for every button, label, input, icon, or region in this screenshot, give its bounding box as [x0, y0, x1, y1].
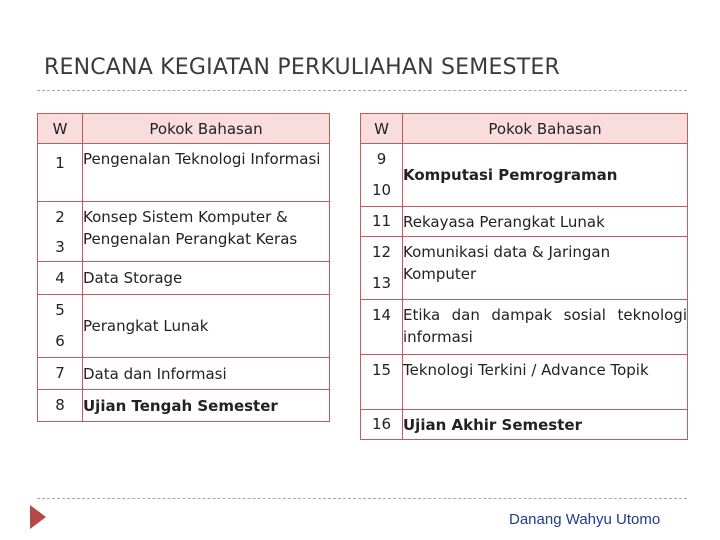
- topic-cell: Perangkat Lunak: [83, 295, 330, 358]
- table-row: [361, 144, 688, 207]
- week-number: 12: [371, 243, 392, 261]
- left-schedule-table: [37, 113, 330, 422]
- week-number: 9: [376, 150, 387, 168]
- header-week: W: [361, 114, 403, 144]
- table-row: [38, 358, 330, 390]
- week-number: 10: [371, 181, 392, 199]
- table-row: [361, 207, 688, 237]
- table-row: [38, 262, 330, 295]
- week-cell: [361, 144, 403, 207]
- topic-cell: Rekayasa Perangkat Lunak: [403, 207, 688, 237]
- week-cell: [38, 202, 83, 262]
- week-number: 13: [371, 274, 392, 292]
- week-cell: [38, 358, 83, 390]
- week-cell: [38, 262, 83, 295]
- right-schedule-table: [360, 113, 688, 440]
- table-row: [38, 144, 330, 202]
- topic-cell: Data dan Informasi: [83, 358, 330, 390]
- table-row: [38, 295, 330, 358]
- week-number: 8: [55, 396, 65, 414]
- week-cell: [38, 144, 83, 202]
- table-row: [361, 410, 688, 440]
- table-row: [361, 355, 688, 410]
- week-number: 4: [55, 268, 65, 287]
- week-cell: [361, 300, 403, 355]
- week-number: 16: [371, 415, 392, 433]
- header-topic: Pokok Bahasan: [83, 114, 330, 144]
- triangle-arrow-icon: [30, 505, 46, 529]
- topic-cell: Konsep Sistem Komputer & Pengenalan Perangkat Keras: [83, 202, 330, 262]
- title-divider: [37, 90, 687, 91]
- topic-cell: Komputasi Pemrograman: [403, 144, 688, 207]
- week-cell: [38, 390, 83, 422]
- author-name: Danang Wahyu Utomo: [509, 511, 661, 528]
- table-header-row: [361, 114, 688, 144]
- week-number: 5: [55, 301, 65, 319]
- week-number: 3: [55, 238, 65, 256]
- topic-cell: Ujian Akhir Semester: [403, 410, 688, 440]
- week-cell: [361, 207, 403, 237]
- week-cell: [361, 237, 403, 300]
- table-row: [38, 202, 330, 262]
- topic-cell: Teknologi Terkini / Advance Topik: [403, 355, 688, 410]
- topic-cell: Ujian Tengah Semester: [83, 390, 330, 422]
- week-number: 14: [371, 306, 392, 324]
- topic-cell: Etika dan dampak sosial teknologi informasi: [403, 300, 688, 355]
- table-row: [361, 237, 688, 300]
- week-number: 15: [371, 361, 392, 379]
- week-cell: [38, 295, 83, 358]
- header-topic: Pokok Bahasan: [403, 114, 688, 144]
- footer-divider: [37, 498, 687, 499]
- table-header-row: [38, 114, 330, 144]
- week-number: 11: [371, 212, 392, 230]
- table-row: [361, 300, 688, 355]
- topic-cell: Data Storage: [83, 262, 330, 295]
- table-row: [38, 390, 330, 422]
- header-week: W: [38, 114, 83, 144]
- topic-cell: Komunikasi data & Jaringan Komputer: [403, 237, 688, 300]
- slide-title: RENCANA KEGIATAN PERKULIAHAN SEMESTER: [44, 55, 560, 80]
- week-cell: [361, 410, 403, 440]
- week-number: 1: [55, 154, 65, 172]
- week-number: 7: [55, 364, 65, 382]
- topic-cell: Pengenalan Teknologi Informasi: [83, 144, 330, 202]
- week-number: 6: [55, 332, 65, 350]
- week-number: 2: [55, 208, 65, 226]
- week-cell: [361, 355, 403, 410]
